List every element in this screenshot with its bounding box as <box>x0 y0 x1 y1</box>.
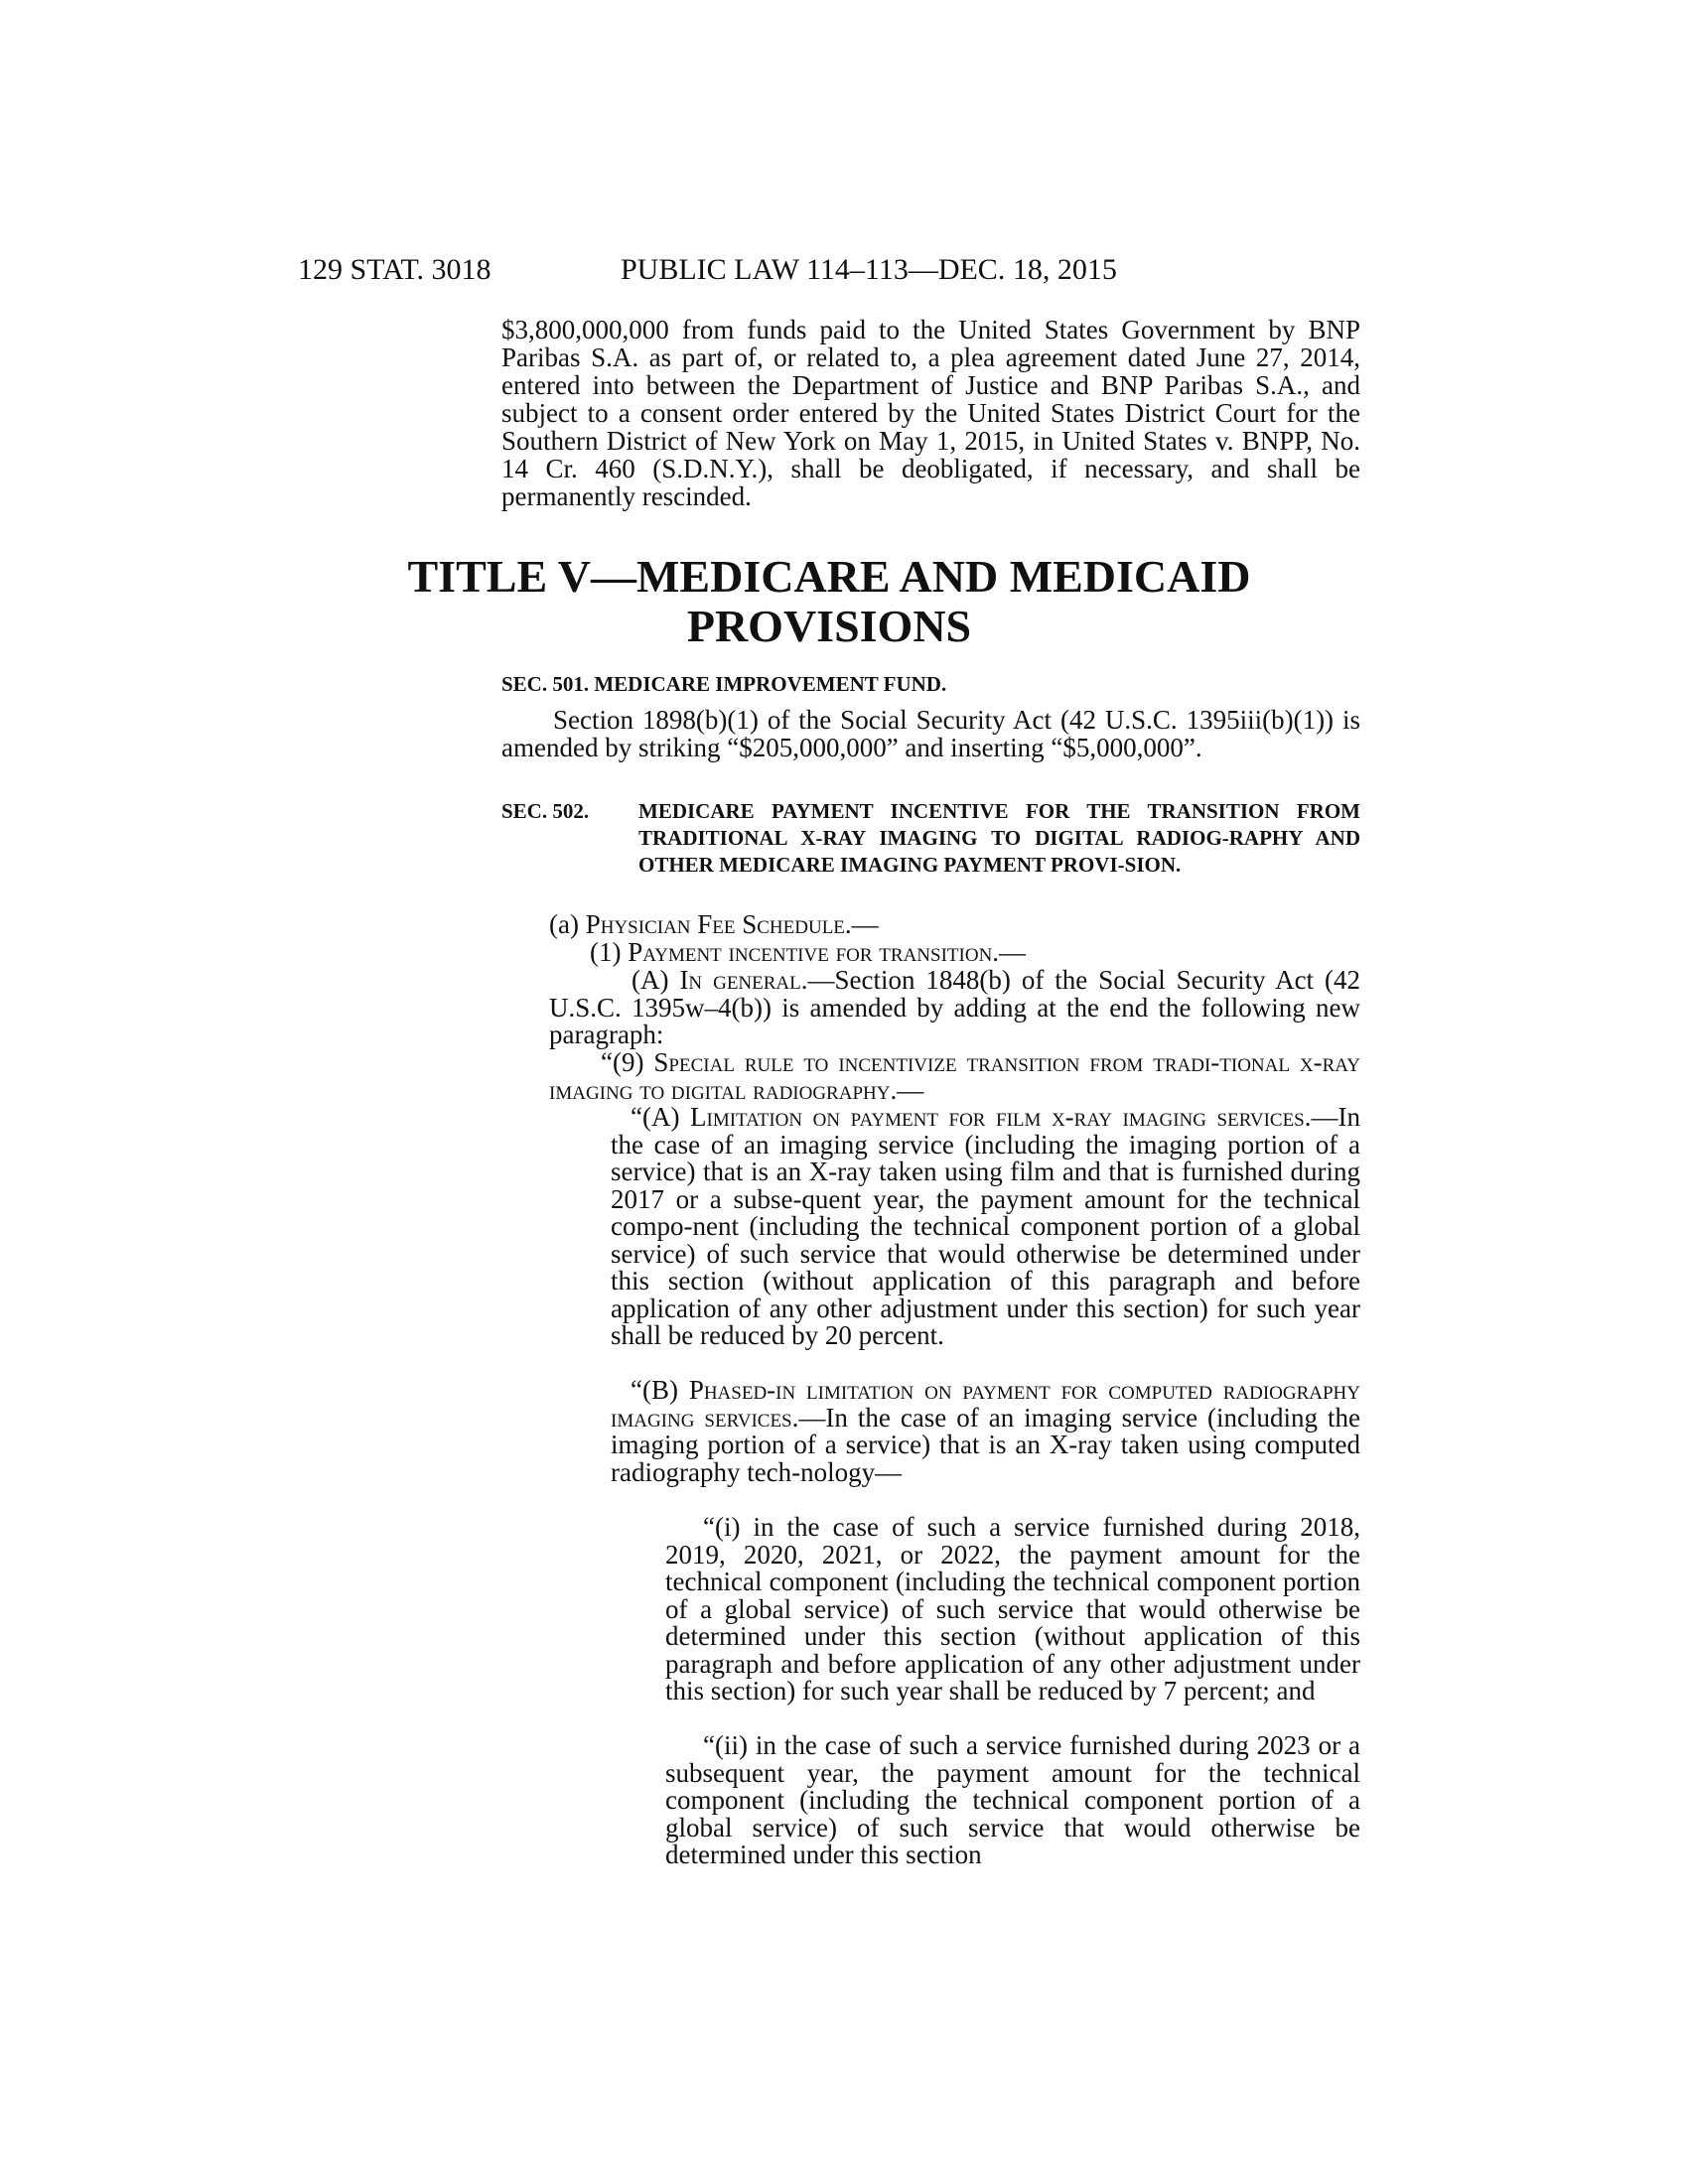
limitation-A-text: —In the case of an imaging service (including the imaging portion of a service) that is an X-ray taken using film and that is furnished during 2017 or a subse-quent year, the payment amount for the technical compo-nent (including the technical component portion of a global service) of such service that would otherwise be determined under this section (without application of this paragraph and before application of any other adjustment under this section) for such year shall be reduced by 20 percent. <box>611 1102 1360 1350</box>
stat-citation: 129 STAT. 3018 <box>298 253 492 286</box>
subsection-a-prefix: (a) <box>549 909 586 939</box>
limitation-B-text: —In the case of an imaging service (including the imaging portion of a service) that is an X-ray taken using computed radiography tech-nology— <box>611 1402 1360 1487</box>
paragraph-1 <box>590 939 1360 967</box>
subparagraph-A-heading: In general. <box>679 965 808 995</box>
subsection-a-heading: Physician Fee Schedule.— <box>585 909 879 939</box>
subparagraph-A-text: —Section 1848(b) of the Social Security Act (42 U.S.C. 1395w–4(b)) is amended by adding at the end the following new paragraph: <box>549 965 1360 1049</box>
limitation-B-prefix: “(B) <box>631 1375 689 1405</box>
section-502-heading <box>501 798 1360 879</box>
continuation-paragraph: $3,800,000,000 from funds paid to the United States Government by BNP Paribas S.A. as part of, or related to, a plea agreement dated June 27, 2014, entered into between the Department of Justice and BNP Paribas S.A., and subject to a consent order entered by the United States District Court for the Southern District of New York on May 1, 2015, in United States v. BNPP, No. 14 Cr. 460 (S.D.N.Y.), shall be deobligated, if necessary, and shall be permanently rescinded. <box>501 315 1360 511</box>
limitation-B <box>611 1377 1360 1486</box>
paragraph-9-prefix: “(9) <box>601 1047 654 1077</box>
paragraph-1-heading: Payment incentive for transition.— <box>628 937 1027 967</box>
clause-i: “(i) in the case of such a service furnished during 2018, 2019, 2020, 2021, or 2022, the payment amount for the technical component (including the technical component portion of a global service) of such service that would otherwise be determined under this section (without application of this paragraph and before application of any other adjustment under this section) for such year shall be reduced by 7 percent; and <box>665 1512 1360 1706</box>
section-501-text: Section 1898(b)(1) of the Social Security Act (42 U.S.C. 1395iii(b)(1)) is amended by striking “$205,000,000” and inserting “$5,000,000”. <box>501 705 1360 762</box>
subparagraph-A <box>549 967 1360 1049</box>
title-line-1: TITLE V—MEDICARE AND MEDICAID <box>407 551 1251 602</box>
subsection-a <box>549 911 1360 939</box>
title-heading <box>298 552 1360 651</box>
title-line-2: PROVISIONS <box>686 601 972 651</box>
section-502-title: MEDICARE PAYMENT INCENTIVE FOR THE TRANSITION FROM TRADITIONAL X-RAY IMAGING TO DIGITAL RADIOG-RAPHY AND OTHER MEDICARE IMAGING PAYMENT PROVI-SION. <box>638 799 1360 877</box>
paragraph-1-prefix: (1) <box>590 937 629 967</box>
clause-ii: “(ii) in the case of such a service furnished during 2023 or a subsequent year, the payment amount for the technical component (including the technical component portion of a global service) of such service that would otherwise be determined under this section <box>665 1730 1360 1869</box>
running-header <box>298 250 1291 290</box>
limitation-A-prefix: “(A) <box>631 1102 690 1132</box>
paragraph-9 <box>549 1049 1360 1104</box>
section-502-number: SEC. 502. <box>501 799 590 823</box>
section-501-heading: SEC. 501. MEDICARE IMPROVEMENT FUND. <box>501 672 947 696</box>
public-law-citation: PUBLIC LAW 114–113—DEC. 18, 2015 <box>621 253 1117 286</box>
limitation-B-heading: Phased-in limitation on payment for computed radiography imaging services. <box>611 1375 1360 1433</box>
limitation-A-heading: Limitation on payment for film x-ray imaging services. <box>690 1102 1312 1132</box>
subparagraph-A-prefix: (A) <box>632 965 680 995</box>
paragraph-9-heading: Special rule to incentivize transition from tradi-tional x-ray imaging to digital radiography.— <box>549 1047 1360 1105</box>
limitation-A <box>611 1104 1360 1350</box>
